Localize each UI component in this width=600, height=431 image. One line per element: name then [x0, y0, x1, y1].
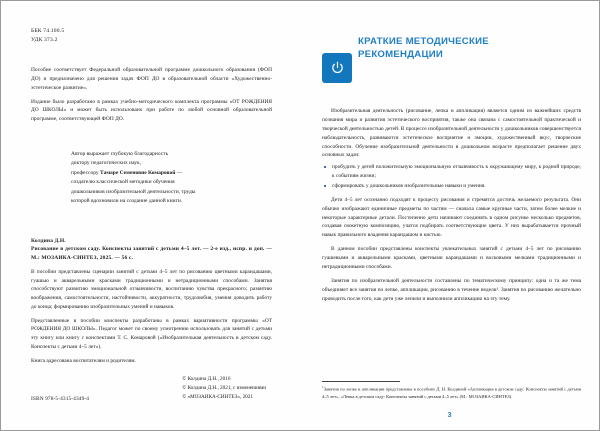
objective-item-2 [322, 182, 581, 191]
footnote-text [322, 385, 581, 400]
chapter-paragraph-1: Изобразительная деятельность (рисование, лепка и аппликация) является одним из важнейших средств познания мира и развития эстетического восприятия, также она связана с самостоятельной практической и творческой деятельностью детей. В процессе изобразительной деятельности у дошкольников совершенствуется наблюдательность, развиваются эстетическое восприятие и эмоции, художественный вкус, творческие способности. Обучение изобразительной деятельности в дошкольном возрасте предполагает решение двух основных задач: [322, 108, 581, 159]
footnote-body: Занятия по лепке и аппликации представлены в пособиях Д. Н. Колдиной «Аппликация в детском саду: Конспекты занятий с детьми 4–5 лет», «Лепка в детском саду: Конспекты занятий с детьми 4–5 лет» (М.: МОЗАИКА-СИНТЕЗ). [322, 386, 581, 399]
acknowledgement-honoree-name: Тамаре Семеновне Комаровой [100, 169, 176, 176]
acknowledgement-block [71, 150, 272, 207]
objective-item-1-text: пробудить у детей положительную эмоциональную отзывчивость к окружающему миру, к родной природе, к событиям жизни; [332, 164, 581, 180]
acknowledgement-dash: — [175, 169, 183, 176]
footnote-divider [322, 381, 400, 382]
chapter-paragraph-3: В данном пособии представлены конспекты увлекательных занятий с детьми 4–5 лет по рисованию гуашевыми и акварельными красками, цветными карандашами и восковыми мелками традиционными и нетрадиционными способами. [322, 246, 581, 270]
annotation-paragraph-1: Пособие соответствует Федеральной образовательной программе дошкольного образования (ФОП ДО) и предназначено для решения задач ФОП ДО в образовательной области «Художественно-эстетическое развитие». [31, 67, 273, 91]
acknowledgement-line-1: Автор выражает глубокую благодарность [71, 150, 169, 157]
bbk-code: ББК 74.100.5 [31, 28, 65, 34]
bibliographic-author: Колдина Д.Н. [31, 237, 66, 244]
objective-item-1 [322, 163, 581, 181]
chapter-body [322, 107, 581, 303]
bibliographic-audience: Книга адресована воспитателям и родителям. [31, 357, 136, 364]
chapter-title-line-1: КРАТКИЕ МЕТОДИЧЕСКИЕ [358, 36, 489, 47]
isbn-copyright-block [31, 375, 272, 402]
classification-codes [31, 27, 272, 44]
footnote-marker: 1 [322, 385, 324, 390]
copyright-line-1: © Колдина Д.Н., 2016 [182, 376, 231, 383]
footnote-area [322, 381, 581, 400]
bullet-marker-icon [324, 166, 326, 168]
chapter-title-line-2: РЕКОМЕНДАЦИИ [358, 49, 444, 61]
acknowledgement-line-4: создателю классической методики обучения [71, 179, 175, 186]
udk-code: УДК 373.2 [31, 36, 58, 43]
power-icon [322, 53, 352, 83]
chapter-paragraph-4: Занятия по изобразительной деятельности составлены по тематическому принципу: одна и та же тема объединяет все занятия по лепке, аппликации, рисованию в течение недели¹. Занятия по рисованию желательно проводить после того, как дети уже лепили и выполнили аппликацию на эту тему. [322, 278, 581, 302]
copyright-list [182, 375, 272, 402]
copyright-line-2: © Колдина Д.Н., 2021, с изменениями [182, 385, 267, 392]
bibliographic-block [31, 237, 272, 366]
copyright-line-3: © «МОЗАИКА-СИНТЕЗ», 2021 [182, 393, 253, 400]
acknowledgement-professor-prefix: профессору [71, 169, 101, 176]
bibliographic-description-2: Представленные в пособии конспекты разработаны в рамках вариативности программы «ОТ РОЖДЕНИЯ ДО ШКОЛЫ». Педагог может по своему усмотрению использовать для занятий с детьми эту книгу или книгу с конспектами Т. С. Комаровой («Изобразительная деятельность в детском саду. Конспекты с детьми 4–5 лет»). [31, 317, 273, 350]
right-page [300, 1, 599, 430]
chapter-title [358, 35, 581, 61]
left-page [1, 1, 300, 430]
acknowledgement-line-2: доктору педагогических наук, [71, 160, 142, 167]
isbn-code: ISBN 978-5-4315-4349-4 [31, 395, 90, 402]
acknowledgement-line-3 [71, 169, 272, 178]
bullet-marker-icon [324, 185, 326, 187]
annotation-paragraph-2: Издание было разработано в рамках учебно-методического комплекта программы «ОТ РОЖДЕНИЯ ДО ШКОЛЫ» и может быть использовано при работе по любой основной образовательной программе, соответствующей ФОП ДО. [31, 98, 273, 123]
acknowledgement-line-5: дошкольников изобразительной деятельности, труды [71, 188, 196, 195]
page-number: 3 [447, 412, 452, 419]
objective-item-2-text: сформировать у дошкольников изобразительные навыки и умения. [332, 182, 486, 189]
bibliographic-description-1: В пособии представлены сценарии занятий с детьми 4–5 лет по рисованию цветными карандашами, гуашью и акварельными красками традиционными и нетрадиционными способами. Занятия способствуют развитию эмоциональной отзывчивости, воспитанию чувства прекрасного; развитию воображения, самостоятельности, настойчивости, аккуратности, трудолюбия, умения доводить работу до конца; формированию изобразительных умений и навыков. [31, 268, 273, 310]
objectives-list [322, 163, 581, 190]
chapter-paragraph-2: Дети 4–5 лет осознанно подходят к процессу рисования и стремятся достичь желаемого результата. Они обычно изображают единичные предметы по частям — сначала самые крупные части, затем более мелкие и некоторые характерные детали. Постепенно дети начинают соединять в одном рисунке несколько предметов, создавая сюжетную композицию, учатся подбирать соответствующие цвета. У них вырабатывается прочный навык правильного владения карандашом и кистью. [322, 197, 581, 239]
acknowledgement-line-6: которой вдохновили на создание данной книги. [71, 198, 183, 205]
bibliographic-title: Рисование в детском саду. Конспекты занятий с детьми 4–5 лет. — 2-е изд., испр. и доп. — М.: МОЗАИКА-СИНТЕЗ, 2025. — 56 с. [31, 245, 273, 261]
